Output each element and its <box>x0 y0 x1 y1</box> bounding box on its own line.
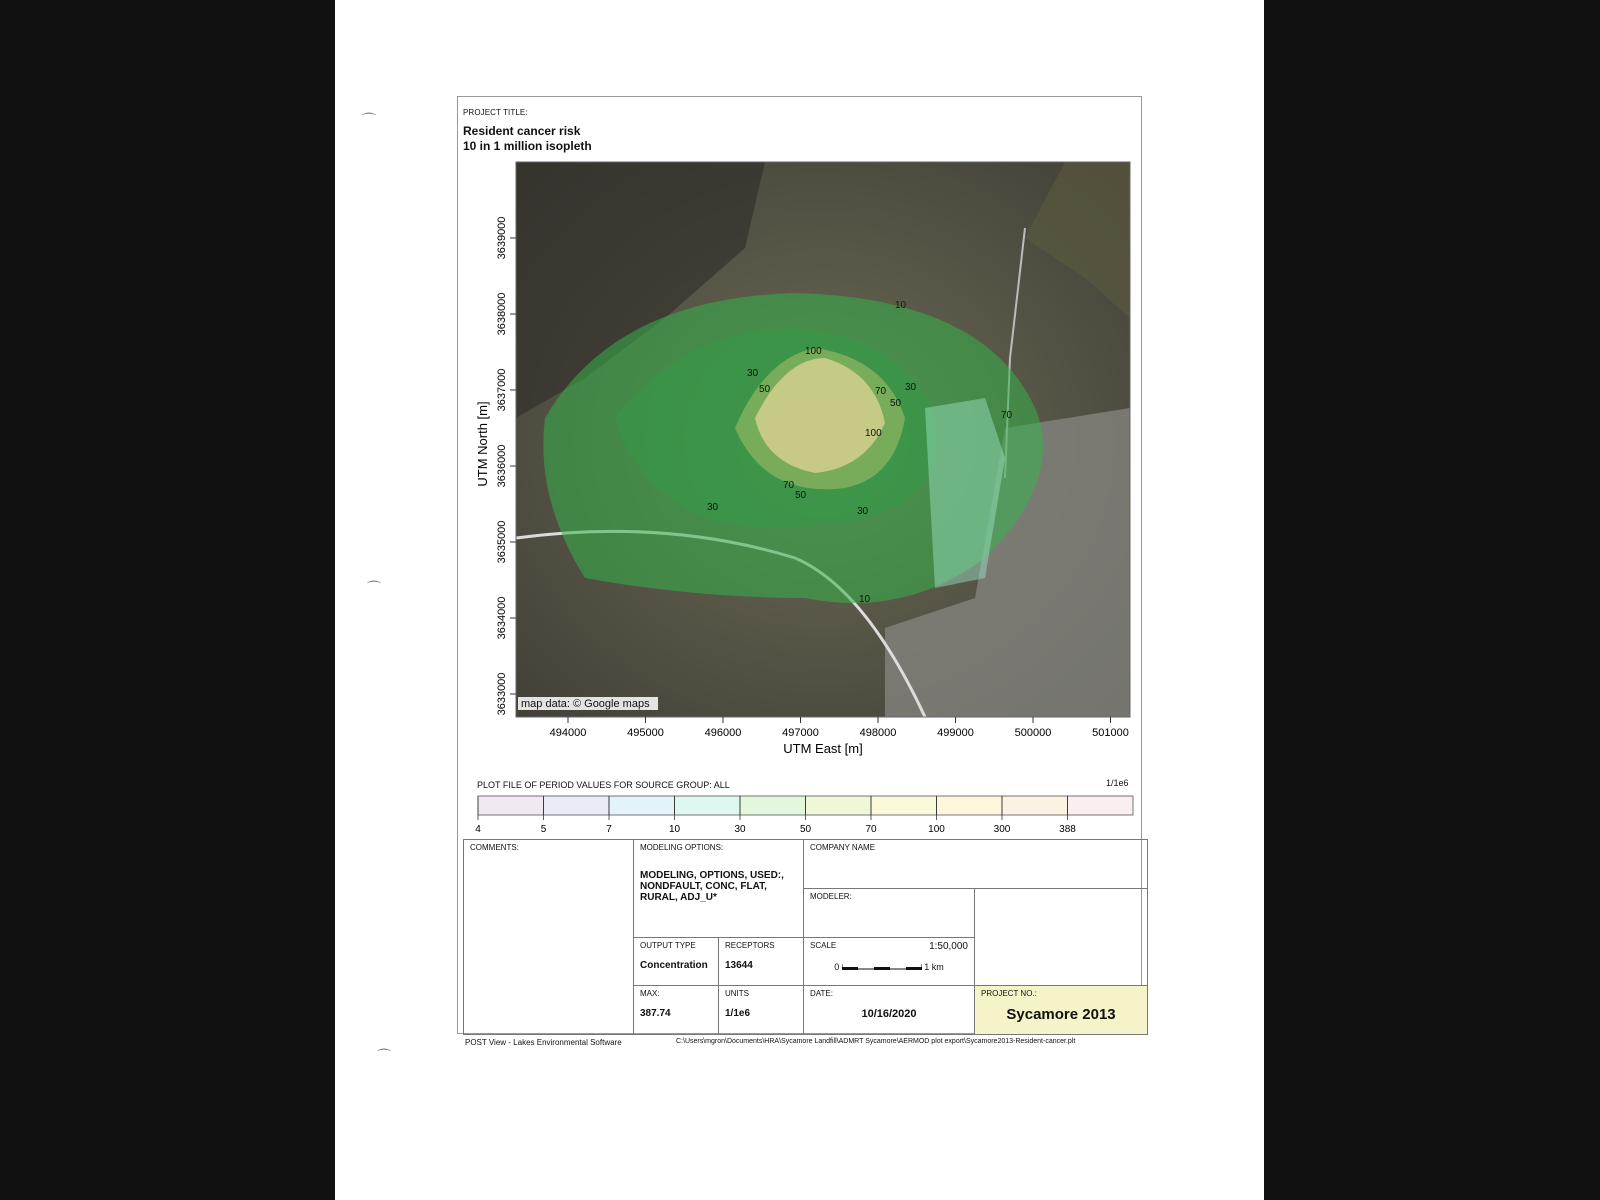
punch-mark: ⌒ <box>362 112 376 128</box>
scale-bar <box>842 963 922 971</box>
contour-label: 10 <box>895 300 907 311</box>
legend-swatch <box>806 796 872 815</box>
legend-tick-label: 7 <box>606 824 612 835</box>
punch-mark: ⌒ <box>367 580 381 596</box>
project-title-line1: Resident cancer risk <box>463 124 581 138</box>
output-type-cell <box>634 937 719 986</box>
project-title-label: PROJECT TITLE: <box>463 108 528 117</box>
legend-tick-label: 30 <box>734 824 746 835</box>
output-type-label: OUTPUT TYPE <box>640 940 696 950</box>
x-tick-label: 501000 <box>1092 727 1129 739</box>
max-label: MAX: <box>640 989 660 999</box>
contour-label: 100 <box>805 346 822 357</box>
legend-tick-label: 100 <box>928 824 945 835</box>
legend-tick-label: 10 <box>668 824 681 835</box>
modeling-options-cell <box>634 840 804 938</box>
contour-label: 100 <box>865 428 882 439</box>
legend-tick-label: 5 <box>540 824 547 835</box>
x-axis-label: UTM East [m] <box>783 741 863 756</box>
modeler-label: MODELER: <box>810 891 852 901</box>
modeling-options-value: MODELING, OPTIONS, USED:, NONDFAULT, CONC, FLAT, RURAL, ADJ_U* <box>640 870 784 903</box>
legend-swatch <box>937 796 1003 815</box>
comments-cell <box>464 840 634 1035</box>
legend-swatch <box>1068 796 1134 815</box>
footer-software: POST View - Lakes Environmental Software <box>465 1038 622 1047</box>
legend-swatch <box>740 796 806 815</box>
legend-swatch <box>871 796 937 815</box>
punch-mark: ⌒ <box>377 1048 391 1064</box>
contour-label: 30 <box>707 502 719 513</box>
comments-label: COMMENTS: <box>470 843 519 852</box>
scale-cell <box>804 937 975 986</box>
receptors-label: RECEPTORS <box>725 940 775 950</box>
output-type-value: Concentration <box>640 959 708 971</box>
x-tick-label: 496000 <box>704 727 742 739</box>
contour-label: 70 <box>783 480 795 491</box>
y-tick-label: 3637000 <box>496 368 508 412</box>
max-cell <box>634 986 719 1035</box>
legend-tick-label: 4 <box>475 824 481 835</box>
receptors-value: 13644 <box>725 959 753 971</box>
contour-label: 70 <box>875 386 887 397</box>
contour-label: 50 <box>890 398 902 409</box>
legend-title: PLOT FILE OF PERIOD VALUES FOR SOURCE GROUP: ALL <box>477 780 730 790</box>
footer-file-path: C:\Users\mgron\Documents\HRA\Sycamore Landfill\ADMRT Sycamore\AERMOD plot export\Sycamore2013-Resident-cancer.plt <box>676 1038 1076 1045</box>
contour-label: 50 <box>759 384 771 395</box>
legend-tick-label: 300 <box>993 824 1011 835</box>
legend-swatch <box>609 796 675 815</box>
legend-swatch <box>1002 796 1068 815</box>
y-tick-label: 3638000 <box>496 292 508 336</box>
units-cell <box>719 986 804 1035</box>
project-no-value: Sycamore 2013 <box>1006 1006 1116 1024</box>
legend-tick-label: 70 <box>865 824 877 835</box>
contour-label: 30 <box>857 506 869 517</box>
y-tick-label: 3635000 <box>496 520 508 564</box>
blank-cell <box>975 888 1148 986</box>
legend-swatch <box>544 796 610 815</box>
x-tick-label: 495000 <box>627 727 664 739</box>
legend-units: 1/1e6 <box>1106 778 1129 788</box>
contour-label: 30 <box>747 368 759 379</box>
color-legend <box>470 792 1140 838</box>
company-name-cell <box>804 840 1148 889</box>
x-tick-label: 498000 <box>859 727 897 739</box>
y-axis <box>496 217 516 716</box>
modeler-cell <box>804 888 975 937</box>
x-tick-label: 494000 <box>549 727 587 739</box>
contour-label: 10 <box>859 594 871 605</box>
legend-tick-label: 50 <box>799 824 812 835</box>
contour-label: 50 <box>795 490 807 501</box>
info-block <box>463 839 1148 1035</box>
scale-bar-start: 0 <box>834 961 840 972</box>
date-cell <box>804 986 975 1035</box>
legend-swatch <box>675 796 741 815</box>
units-value: 1/1e6 <box>725 1008 751 1020</box>
x-tick-label: 500000 <box>1014 727 1052 739</box>
company-name-label: COMPANY NAME <box>810 843 876 852</box>
project-no-label: PROJECT NO.: <box>981 989 1037 999</box>
isopleth-map <box>465 158 1145 758</box>
project-title-line2: 10 in 1 million isopleth <box>463 139 592 153</box>
units-label: UNITS <box>725 989 749 999</box>
x-tick-label: 499000 <box>937 727 974 739</box>
y-tick-label: 3639000 <box>496 216 508 260</box>
x-axis <box>550 717 1129 739</box>
modeling-options-label: MODELING OPTIONS: <box>640 843 724 852</box>
contour-label: 70 <box>1001 410 1013 421</box>
max-value: 387.74 <box>640 1008 671 1020</box>
contour-label: 30 <box>905 382 917 393</box>
y-tick-label: 3633000 <box>496 672 508 716</box>
project-no-cell <box>975 986 1148 1035</box>
date-label: DATE: <box>810 989 833 999</box>
y-axis-label: UTM North [m] <box>475 401 490 487</box>
map-attribution: map data: © Google maps <box>521 698 650 710</box>
y-tick-label: 3636000 <box>496 444 508 488</box>
legend-swatch <box>478 796 544 815</box>
x-tick-label: 497000 <box>782 727 819 739</box>
date-value: 10/16/2020 <box>861 1008 917 1021</box>
receptors-cell <box>719 937 804 986</box>
scale-value: 1:50,000 <box>929 940 968 952</box>
scale-label: SCALE <box>810 940 837 950</box>
y-tick-label: 3634000 <box>496 596 508 640</box>
scale-bar-end: 1 km <box>924 961 944 972</box>
legend-tick-label: 388 <box>1059 824 1076 835</box>
